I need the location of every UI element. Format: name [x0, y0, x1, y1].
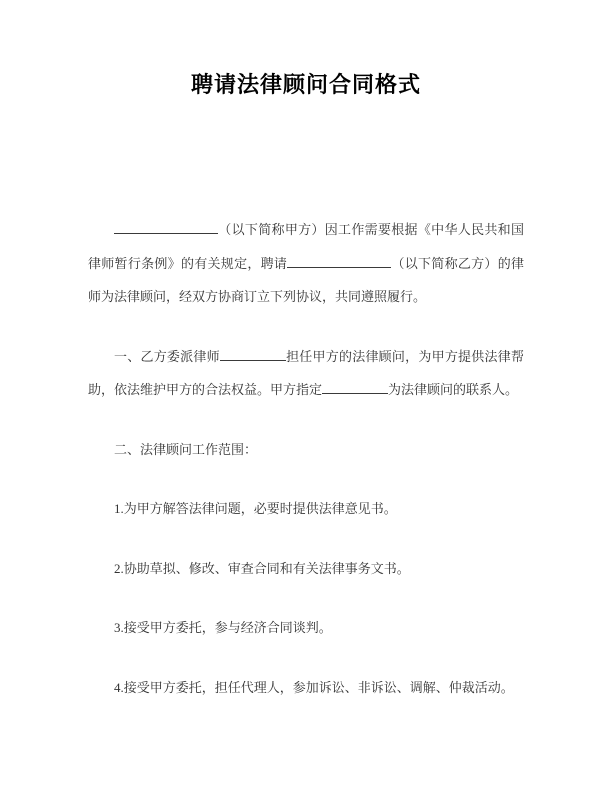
clause-1-tail: 为法律顾问的联系人。	[388, 382, 519, 397]
fill-in-blank-lawyer-name	[220, 347, 286, 361]
document-page	[88, 0, 524, 704]
fill-in-blank-party-b	[287, 254, 391, 268]
intro-paragraph	[88, 213, 524, 314]
intro-text-2: （以下简称乙方）的律师为法律顾问，经双方协商订立下列协议，共同遵照履行。	[88, 255, 524, 304]
document-title: 聘请法律顾问合同格式	[190, 72, 421, 97]
clause-2-heading: 二、法律顾问工作范围：	[114, 441, 258, 457]
clause-2-item-3: 3.接受甲方委托，参与经济合同谈判。	[114, 620, 332, 635]
clause-2-item-1: 1.为甲方解答法律问题，必要时提供法律意见书。	[114, 501, 397, 516]
clause-2-item-2: 2.协助草拟、修改、审查合同和有关法律事务文书。	[114, 560, 410, 576]
intro-text-1: （以下简称甲方）因工作需要根据《中华人民共和国律师暂行条例》的有关规定，聘请	[88, 222, 524, 271]
clause-1-lead: 一、乙方委派律师	[114, 348, 220, 364]
clause-1-paragraph	[88, 340, 524, 407]
fill-in-blank-contact-person	[322, 380, 388, 394]
clause-2-item-4: 4.接受甲方委托，担任代理人，参加诉讼、非诉讼、调解、仲裁活动。	[114, 679, 514, 695]
clause-1-middle: 担任甲方的法律顾问，为甲方提供法律帮助，依法维护甲方的合法权益。甲方指定	[88, 348, 524, 397]
fill-in-blank-party-a	[114, 220, 218, 234]
